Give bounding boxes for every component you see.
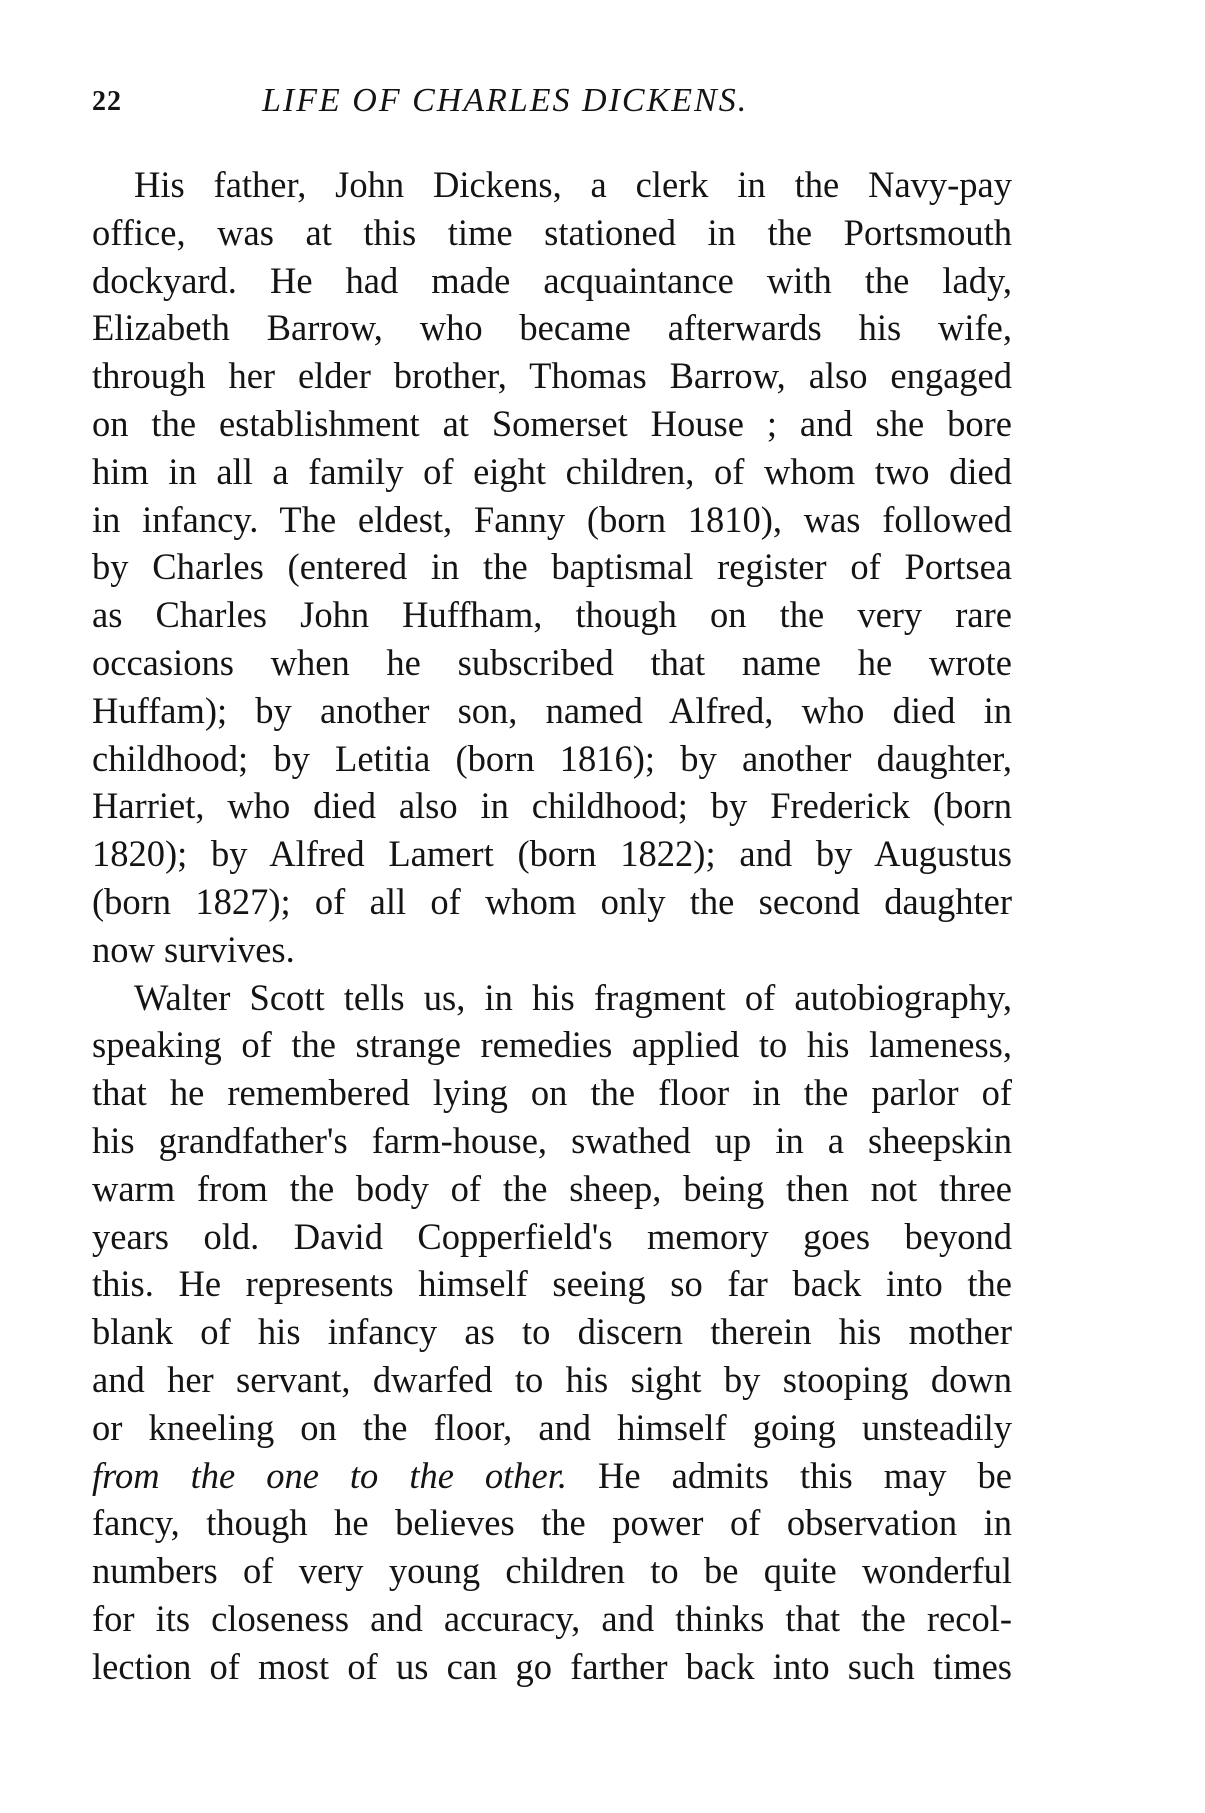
text-line: occasions when he subscribed that name he wrote [92, 641, 1012, 683]
text-line: years old. David Copperfield's memory goes beyond [92, 1215, 1012, 1257]
text-line: Huffam); by another son, named Alfred, who died in [92, 689, 1012, 731]
text-line: fancy, though he believes the power of observation in [92, 1502, 1012, 1544]
text-line: blank of his infancy as to discern therein his mother [92, 1311, 1012, 1353]
text-line: through her elder brother, Thomas Barrow, also engaged [92, 355, 1012, 397]
text-line: childhood; by Letitia (born 1816); by another daughter, [92, 737, 1012, 779]
text-line: Walter Scott tells us, in his fragment of autobiography, [134, 976, 1012, 1018]
page-header [92, 82, 1012, 122]
text-line-italic [92, 1452, 1012, 1500]
text-line: lection of most of us can go farther back into such times [92, 1645, 1012, 1687]
text-line: him in all a family of eight children, of whom two died [92, 450, 1012, 492]
text-line: numbers of very young children to be quite wonderful [92, 1550, 1012, 1592]
paragraph-1 [92, 161, 1012, 974]
text-run: and thinks that the recol- [580, 1597, 1012, 1639]
italic-phrase: from the one to the other. [92, 1454, 568, 1496]
text-line: now survives. [92, 928, 295, 970]
text-line: warm from the body of the sheep, being then not three [92, 1167, 1012, 1209]
text-line: Elizabeth Barrow, who became afterwards his wife, [92, 307, 1012, 349]
paragraph-2 [92, 974, 1012, 1691]
text-line: that he remembered lying on the floor in the parlor of [92, 1072, 1012, 1114]
text-run: He admits this may be [567, 1454, 1013, 1496]
text-line: 1820); by Alfred Lamert (born 1822); and by Augustus [92, 833, 1012, 875]
text-line: in infancy. The eldest, Fanny (born 1810), was followed [92, 498, 1012, 540]
text-run: for its closeness and accuracy, [92, 1597, 581, 1639]
page-number: 22 [92, 86, 122, 117]
body-text [92, 161, 1012, 1691]
text-line: His father, John Dickens, a clerk in the Navy-pay [134, 164, 1012, 205]
text-line: and her servant, dwarfed to his sight by stooping down [92, 1358, 1012, 1400]
text-line: or kneeling on the floor, and himself going unsteadily [92, 1406, 1012, 1448]
text-line: Harriet, who died also in childhood; by Frederick (born [92, 785, 1012, 827]
text-line-italic [92, 1595, 1012, 1643]
text-line: office, was at this time stationed in the Portsmouth [92, 211, 1012, 253]
text-line: on the establishment at Somerset House ; and she bore [92, 402, 1012, 444]
text-line: speaking of the strange remedies applied to his lameness, [92, 1024, 1012, 1066]
text-line: (born 1827); of all of whom only the second daughter [92, 880, 1012, 922]
text-line: his grandfather's farm-house, swathed up in a sheepskin [92, 1119, 1012, 1161]
text-line: by Charles (entered in the baptismal register of Portsea [92, 546, 1012, 588]
text-line: as Charles John Huffham, though on the very rare [92, 594, 1012, 636]
running-title: LIFE OF CHARLES DICKENS. [262, 82, 749, 119]
text-line: this. He represents himself seeing so far back into the [92, 1263, 1012, 1305]
text-line: dockyard. He had made acquaintance with the lady, [92, 259, 1012, 301]
